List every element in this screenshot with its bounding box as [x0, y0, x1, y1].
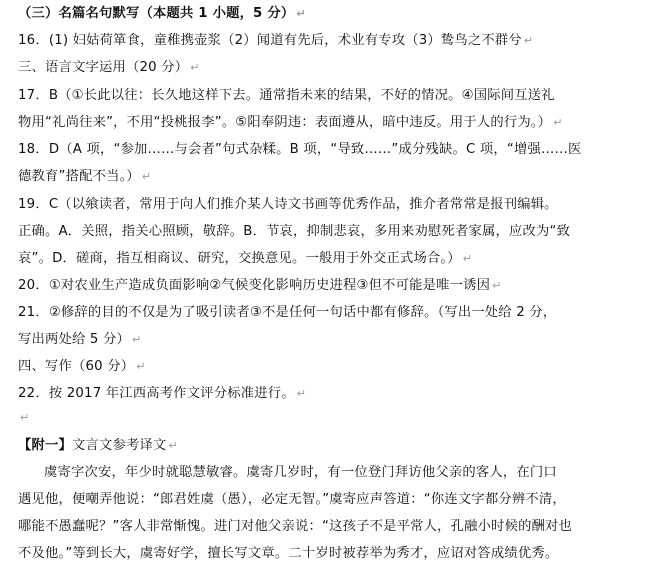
line-text: 三、语言文字运用（20 分） [18, 60, 189, 75]
appendix-title: 文言文参考译文 [72, 438, 167, 453]
line-text: 写出两处给 5 分） [18, 332, 130, 347]
section-heading-1 [18, 4, 648, 24]
line-text: 不及他。”等到长大，虞寄好学，擅长写文章。二十岁时被荐举为秀才，应诏对答成绩优秀。 [18, 546, 559, 561]
line-text: 17．B（①长此以往：长久地这样下去。通常指未来的结果，不好的情况。④国际间互送礼 [18, 88, 555, 103]
line-text: 19．C（以飨读者，常用于向人们推介某人诗文书画等优秀作品，推介者常常是报刊编辑。 [18, 197, 558, 212]
line-text: 哀”。D．磋商，指互相商议、研究，交换意见。一般用于外交正式场合。） [18, 251, 461, 266]
paragraph-mark: ↵ [168, 439, 178, 452]
paragraph-mark: ↵ [190, 61, 200, 74]
line-text: 遇见他，便嘲弄他说：“郎君姓虞（愚），必定无智。”虞寄应声答道：“你连文字都分辨不清， [18, 492, 566, 507]
section-heading-3 [18, 58, 648, 78]
paragraph-mark: ↵ [553, 116, 563, 129]
paragraph-mark: ↵ [492, 279, 502, 292]
answer-line-17b [18, 113, 648, 133]
answer-line-18a [18, 140, 648, 160]
paragraph-mark: ↵ [296, 387, 307, 400]
answer-line-21a [18, 303, 648, 323]
appendix-label: 【附一】 [18, 438, 72, 453]
paragraph-mark: ↵ [523, 34, 534, 47]
line-text: 22．按 2017 年江西高考作文评分标准进行。 [18, 386, 295, 401]
answer-line-20 [18, 276, 648, 296]
answer-line-18b [18, 167, 648, 187]
paragraph-mark: ↵ [141, 170, 152, 183]
line-text: 20．①对农业生产造成负面影响②气候变化影响历史进程③但不可能是唯一诱因 [18, 278, 491, 293]
paragraph-mark: ↵ [136, 360, 146, 373]
line-text: 16．(1) 妇姑荷箪食，童稚携壶浆（2）闻道有先后，术业有专攻（3）鸷鸟之不群兮 [18, 33, 522, 48]
paragraph-mark: ↵ [462, 252, 473, 265]
line-text: 德教育”搭配不当。） [18, 169, 140, 184]
line-text: 正确。A．关照，指关心照顾，敬辞。B．节哀，抑制悲哀，多用来劝慰死者家属，应改为“致 [18, 224, 571, 239]
translation-line-4 [18, 544, 648, 564]
paragraph-mark: ↵ [132, 333, 142, 346]
answer-line-17a [18, 86, 648, 106]
line-text: 哪能不愚蠢呢？”客人非常惭愧。进门对他父亲说：“这孩子不是平常人，孔融小时候的酬对也 [18, 519, 573, 534]
line-text: 虞寄字次安，年少时就聪慧敏睿。虞寄几岁时，有一位登门拜访他父亲的客人，在门口 [44, 465, 557, 480]
line-text: 18．D（A 项，“参加……与会者”句式杂糅。B 项，“导致……”成分残缺。C 项，“增强……医 [18, 142, 582, 157]
paragraph-mark: ↵ [296, 7, 306, 20]
appendix-heading [18, 436, 648, 456]
line-text: 物用“礼尚往来”，不用“投桃报李”。⑤阳奉阴违：表面遵从，暗中违反。用于人的行为。） [18, 115, 552, 130]
section-heading-4 [18, 357, 648, 377]
translation-line-2 [18, 490, 648, 510]
translation-line-3 [18, 517, 648, 537]
paragraph-mark: ↵ [20, 411, 30, 424]
line-text: 四、写作（60 分） [18, 359, 135, 374]
answer-line-19a [18, 195, 648, 215]
line-text: 21．②修辞的目的不仅是为了吸引读者③不是任何一句话中都有修辞。（写出一处给 2 分， [18, 305, 557, 320]
answer-line-21b [18, 330, 648, 350]
answer-line-16 [18, 31, 648, 51]
line-text: （三）名篇名句默写（本题共 1 小题，5 分） [18, 6, 295, 21]
translation-line-1 [44, 463, 658, 483]
answer-line-19c [18, 249, 648, 269]
answer-line-19b [18, 222, 648, 242]
empty-line [18, 408, 648, 428]
answer-line-22 [18, 384, 648, 404]
